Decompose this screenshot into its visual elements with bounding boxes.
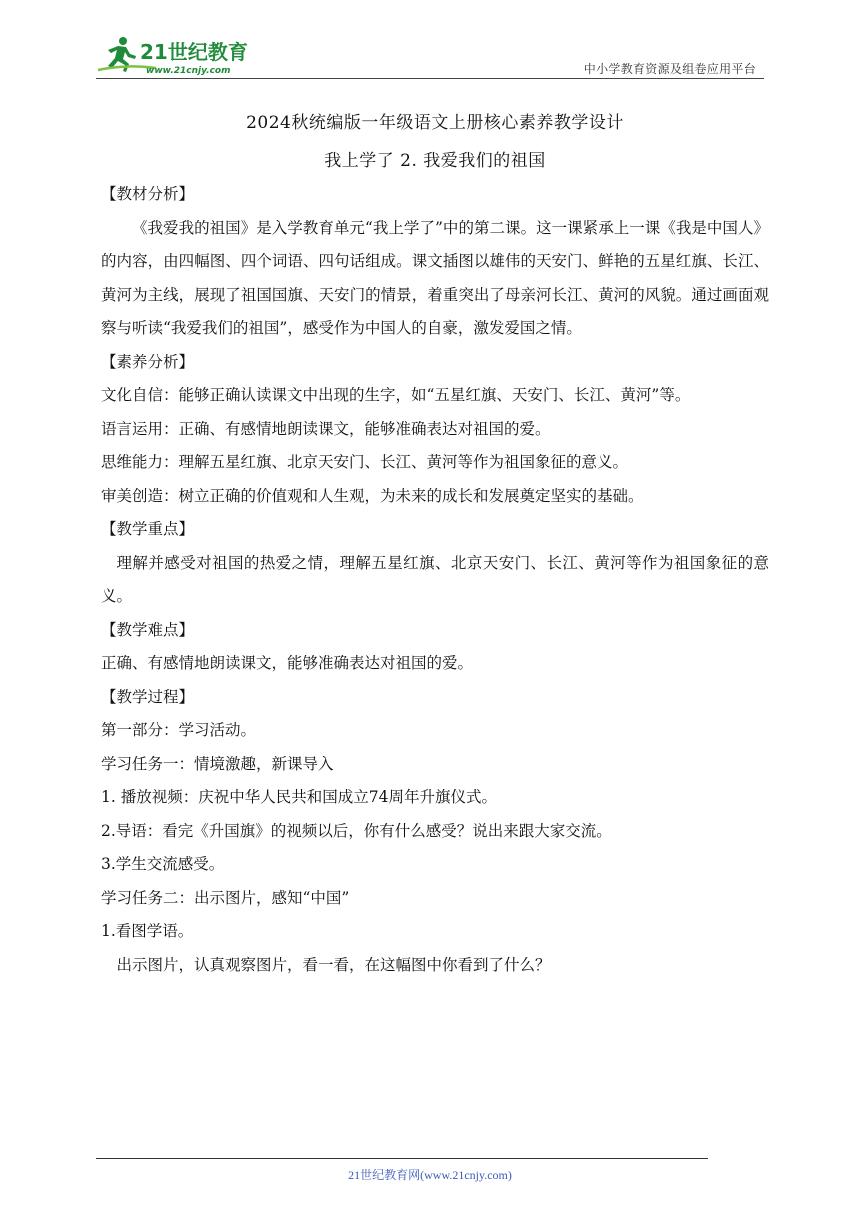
section-heading-key-points: 【教学重点】 (101, 520, 195, 538)
logo-21cnjy (96, 34, 266, 76)
task-one-step-3: 3.学生交流感受。 (101, 855, 225, 873)
logo-url: www.21cnjy.com (146, 66, 231, 76)
section-heading-teaching-process: 【教学过程】 (101, 687, 195, 706)
section-heading-competency-analysis: 【素养分析】 (101, 352, 195, 371)
document-title: 2024秋统编版一年级语文上册核心素养教学设计 (246, 113, 624, 133)
section-heading-textbook-analysis: 【教材分析】 (101, 185, 195, 203)
competency-thinking: 思维能力：理解五星红旗、北京天安门、长江、黄河等作为祖国象征的意义。 (101, 453, 629, 471)
part-one-heading: 第一部分：学习活动。 (101, 721, 257, 739)
header-tagline: 中小学教育资源及组卷应用平台 (583, 62, 756, 76)
logo-text: 21世纪教育 (140, 40, 248, 64)
paragraph-textbook-analysis: 《我爱我的祖国》是入学教育单元“我上学了”中的第二课。这一课紧承上一课《我是中国人》的内容，由四幅图、四个词语、四句话组成。课文插图以雄伟的天安门、鲜艳的五星红旗、长江、黄河为主线，展现了祖国国旗、天安门的情景，着重突出了母亲河长江、黄河的风貌。通过画面观察与听读“我爱我们的祖国”，感受作为中国人的自豪，激发爱国之情。 (101, 218, 769, 337)
page-header (96, 30, 764, 80)
task-one-step-2: 2.导语：看完《升国旗》的视频以后，你有什么感受？说出来跟大家交流。 (101, 821, 612, 840)
task-one-heading: 学习任务一：情境激趣，新课导入 (101, 754, 334, 773)
footer-link[interactable]: 21世纪教育网(www.21cnjy.com) (348, 1168, 512, 1182)
paragraph-key-points: 理解并感受对祖国的热爱之情，理解五星红旗、北京天安门、长江、黄河等作为祖国象征的意义。 (101, 553, 769, 605)
task-two-heading: 学习任务二：出示图片，感知“中国” (101, 888, 350, 907)
document-body (101, 106, 769, 982)
task-one-step-1: 1. 播放视频：庆祝中华人民共和国成立74周年升旗仪式。 (101, 788, 497, 806)
section-heading-difficulties: 【教学难点】 (101, 620, 195, 639)
task-two-instruction: 出示图片，认真观察图片，看一看，在这幅图中你看到了什么？ (116, 955, 551, 974)
competency-language-use: 语言运用：正确、有感情地朗读课文，能够准确表达对祖国的爱。 (101, 419, 551, 438)
competency-aesthetic: 审美创造：树立正确的价值观和人生观，为未来的成长和发展奠定坚实的基础。 (101, 486, 644, 505)
document-subtitle: 我上学了 2. 我爱我们的祖国 (324, 151, 546, 171)
header-divider (96, 78, 764, 79)
task-two-step-1: 1.看图学语。 (101, 922, 194, 940)
competency-cultural-confidence: 文化自信：能够正确认读课文中出现的生字，如“五星红旗、天安门、长江、黄河”等。 (101, 386, 691, 404)
footer-divider (96, 1158, 708, 1159)
paragraph-difficulties: 正确、有感情地朗读课文，能够准确表达对祖国的爱。 (101, 654, 474, 672)
